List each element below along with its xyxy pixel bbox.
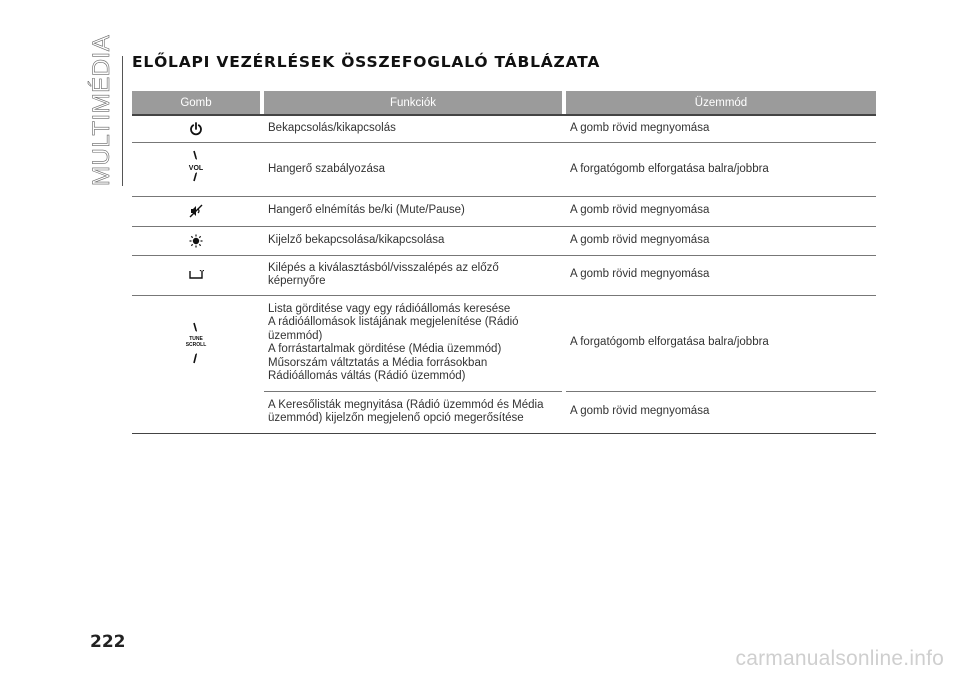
header-button: Gomb (132, 91, 260, 115)
function-line: A Keresőlisták megnyitása (Rádió üzemmód és Média üzemmód) kijelzőn megjelenő opció megerősítése (268, 398, 544, 424)
back-icon (132, 255, 260, 295)
controls-table (132, 91, 876, 434)
header-mode: Üzemmód (566, 91, 876, 115)
table-row (132, 226, 876, 255)
function-cell (264, 196, 562, 226)
tune-scroll-label (136, 336, 256, 348)
mode-cell: A gomb rövid megnyomása (566, 255, 876, 295)
function-line: A rádióállomások listájának megjelenítése (Rádió üzemmód) (268, 316, 519, 342)
function-line: Kijelző bekapcsolása/kikapcsolása (268, 233, 445, 246)
function-line: Lista görditése vagy egy rádióállomás keresése (268, 302, 511, 315)
tune-label: TUNE (189, 335, 203, 342)
mode-cell: A gomb rövid megnyomása (566, 115, 876, 143)
table-row (132, 255, 876, 295)
function-cell (264, 226, 562, 255)
table-row (132, 196, 876, 226)
mode-cell: A gomb rövid megnyomása (566, 226, 876, 255)
function-line: Műsorszám váltztatás a Média forrásokban (268, 356, 488, 369)
vol-knob-icon (132, 143, 260, 197)
table-row (132, 143, 876, 197)
function-line: Bekapcsolás/kikapcsolás (268, 122, 396, 135)
mode-cell: A forgatógomb elforgatása balra/jobbra (566, 143, 876, 197)
function-cell (264, 143, 562, 197)
page-number: 222 (90, 632, 126, 652)
scroll-label: SCROLL (185, 341, 207, 348)
table-header-row (132, 91, 876, 115)
function-line: Kilépés a kiválasztásból/visszalépés az előző képernyőre (268, 261, 499, 287)
power-icon (132, 115, 260, 143)
function-cell (264, 391, 562, 433)
function-line: A forrástartalmak görditése (Média üzemmód) (268, 343, 502, 355)
header-functions: Funkciók (264, 91, 562, 115)
tune-scroll-knob-icon (132, 295, 260, 391)
mode-cell: A forgatógomb elforgatása balra/jobbra (570, 336, 769, 349)
display-icon (132, 226, 260, 255)
watermark-text: carmanualsonline.info (735, 647, 944, 670)
function-cell (264, 115, 562, 143)
function-line: Hangerő szabályozása (268, 162, 385, 175)
function-cell (264, 295, 562, 391)
mode-cell: A gomb rövid megnyomása (566, 391, 876, 433)
mode-cell: A gomb rövid megnyomása (566, 196, 876, 226)
empty-icon-cell (132, 391, 260, 433)
function-cell (264, 255, 562, 295)
section-label-text: MULTIMÉDIA (88, 34, 115, 186)
table-row (132, 295, 876, 391)
table-row (132, 391, 876, 433)
table-row (132, 115, 876, 143)
page-title: ELŐLAPI VEZÉRLÉSEK ÖSSZEFOGLALÓ TÁBLÁZATA (132, 53, 601, 71)
vol-label: VOL (188, 165, 204, 172)
section-side-label (82, 34, 123, 186)
function-line: Hangerő elnémítás be/ki (Mute/Pause) (268, 204, 465, 217)
function-line: Rádióállomás váltás (Rádió üzemmód) (268, 370, 466, 382)
mute-icon (132, 196, 260, 226)
